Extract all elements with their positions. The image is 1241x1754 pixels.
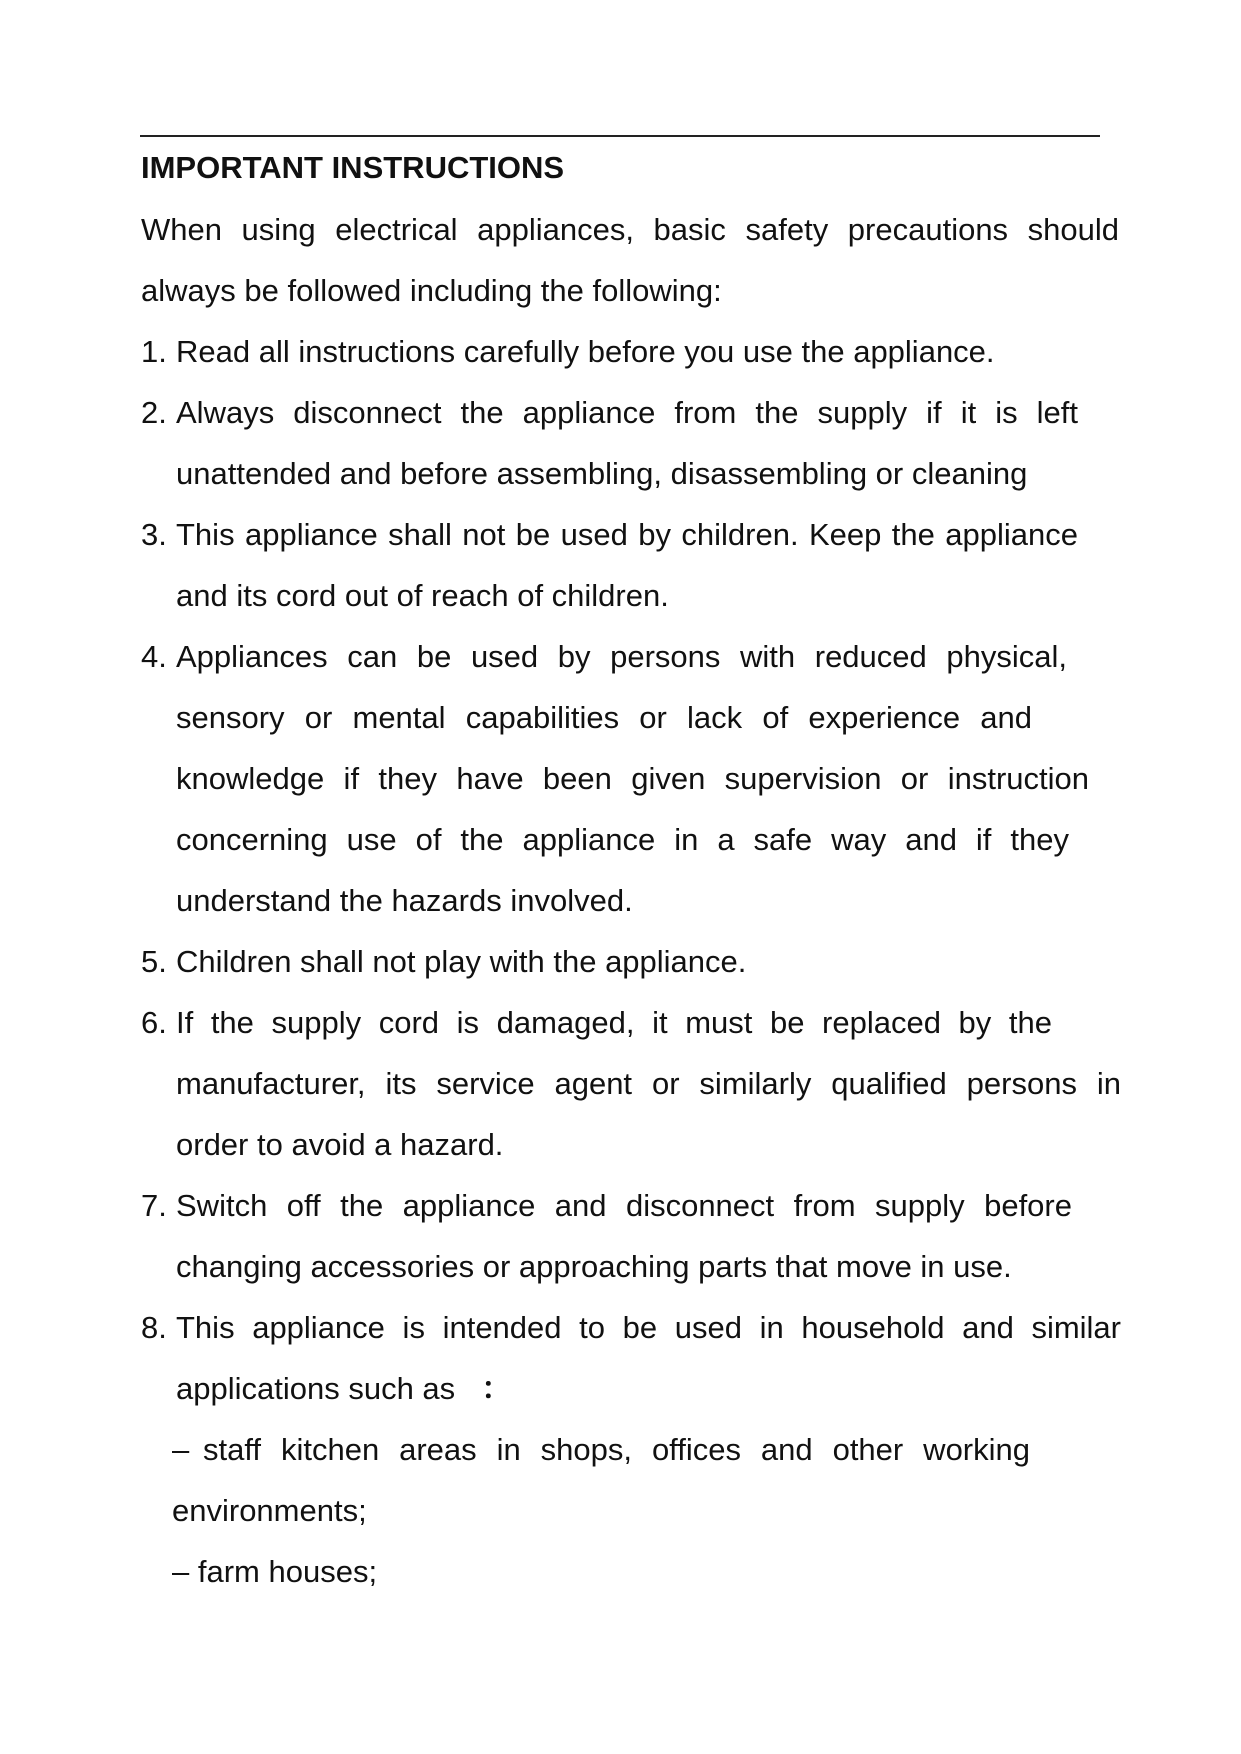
- item-text: concerning use of the appliance in a safe way and if they: [176, 822, 1069, 857]
- item-text: and its cord out of reach of children.: [176, 578, 669, 613]
- list-item: [141, 328, 1121, 389]
- list-item: [141, 1182, 1072, 1243]
- item-text: order to avoid a hazard.: [176, 1127, 504, 1162]
- item-text: Switch off the appliance and disconnect from supply before: [176, 1188, 1072, 1223]
- item-number: 5.: [141, 944, 167, 979]
- item-number: 6.: [141, 1005, 167, 1040]
- item-number: 8.: [141, 1310, 167, 1345]
- item-text: Children shall not play with the appliance.: [176, 944, 747, 979]
- page-title: IMPORTANT INSTRUCTIONS: [141, 150, 565, 185]
- item-text: understand the hazards involved.: [176, 883, 633, 918]
- list-item: [141, 1304, 1121, 1365]
- list-item: [141, 633, 1067, 694]
- item-number: 2.: [141, 395, 167, 430]
- intro-line: When using electrical appliances, basic safety precautions should: [141, 212, 1119, 247]
- item-suffix: ：: [481, 1371, 513, 1406]
- sub-list-item: [172, 1426, 1030, 1487]
- item-text: applications such as: [176, 1371, 456, 1406]
- item-text: Appliances can be used by persons with reduced physical,: [176, 639, 1067, 674]
- item-number: 7.: [141, 1188, 167, 1223]
- list-item: [141, 938, 1121, 999]
- header-rule: [140, 135, 1100, 137]
- sub-item-text: environments;: [172, 1493, 367, 1528]
- item-text: sensory or mental capabilities or lack of experience and: [176, 700, 1032, 735]
- item-number: 3.: [141, 517, 167, 552]
- item-text: Always disconnect the appliance from the supply if it is left: [176, 395, 1078, 430]
- list-item: [141, 389, 1078, 450]
- item-text: If the supply cord is damaged, it must be replaced by the: [176, 1005, 1052, 1040]
- sub-item-text: farm houses;: [197, 1554, 378, 1589]
- list-item: [141, 999, 1052, 1060]
- sub-list-item: [141, 1548, 1121, 1609]
- dash-bullet: –: [172, 1432, 190, 1467]
- item-text: knowledge if they have been given supervision or instruction: [176, 761, 1089, 796]
- item-text-with-suffix: [141, 1365, 1121, 1426]
- dash-bullet: –: [172, 1554, 190, 1589]
- item-text: unattended and before assembling, disassembling or cleaning: [176, 456, 1028, 491]
- item-text: Read all instructions carefully before you use the appliance.: [176, 334, 995, 369]
- item-text: This appliance is intended to be used in household and similar: [176, 1310, 1121, 1345]
- item-text: changing accessories or approaching parts that move in use.: [176, 1249, 1012, 1284]
- intro-line: always be followed including the following:: [141, 273, 722, 308]
- item-number: 4.: [141, 639, 167, 674]
- item-text: manufacturer, its service agent or similarly qualified persons in: [176, 1066, 1121, 1101]
- sub-item-text: staff kitchen areas in shops, offices and other working: [203, 1432, 1030, 1467]
- list-item: [141, 511, 1078, 572]
- instructions-body: [141, 206, 1121, 1609]
- item-text: This appliance shall not be used by children. Keep the appliance: [176, 517, 1078, 552]
- item-number: 1.: [141, 334, 167, 369]
